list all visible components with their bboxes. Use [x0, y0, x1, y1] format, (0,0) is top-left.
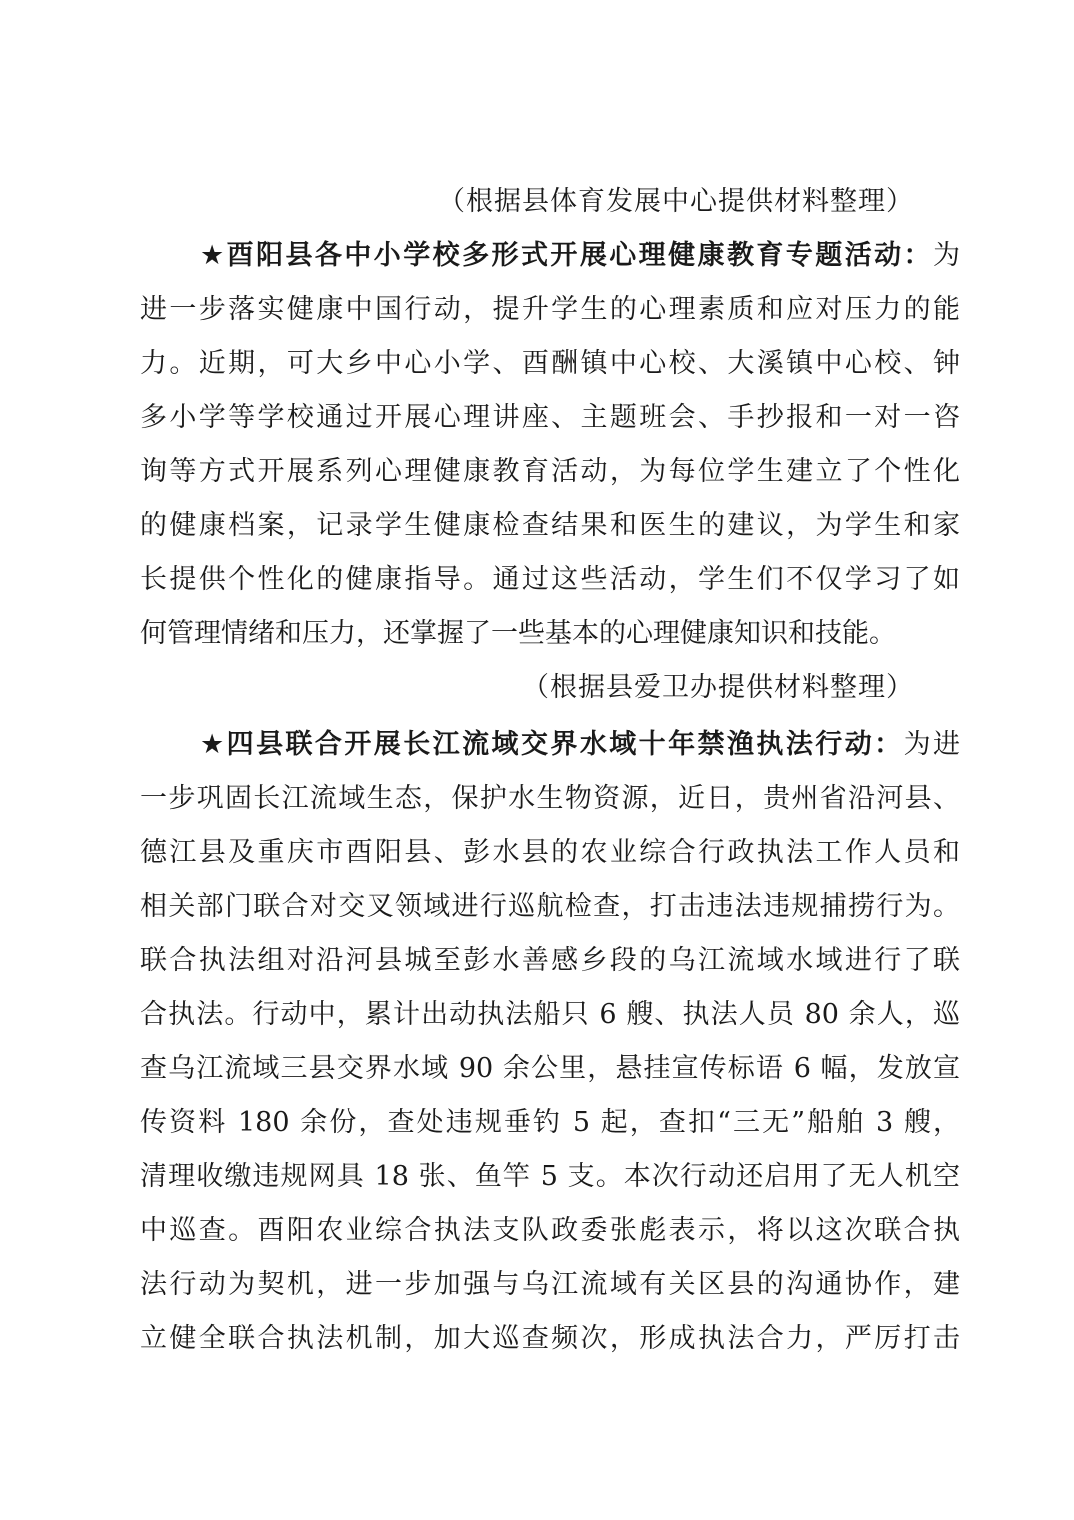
paragraph-line: 德江县及重庆市酉阳县、彭水县的农业综合行政执法工作人员和 — [140, 837, 960, 868]
source-note: （根据县爱卫办提供材料整理） — [522, 672, 914, 703]
paragraph-line: 法行动为契机，进一步加强与乌江流域有关区县的沟通协作，建 — [140, 1269, 960, 1300]
paragraph-line: 询等方式开展系列心理健康教育活动，为每位学生建立了个性化 — [140, 456, 960, 487]
paragraph-line: 何管理情绪和压力，还掌握了一些基本的心理健康知识和技能。 — [140, 618, 896, 649]
paragraph-line: 中巡查。酉阳农业综合执法支队政委张彪表示，将以这次联合执 — [140, 1215, 960, 1246]
paragraph-line: 清理收缴违规网具 18 张、鱼竿 5 支。本次行动还启用了无人机空 — [140, 1161, 960, 1192]
paragraph-line: 多小学等学校通过开展心理讲座、主题班会、手抄报和一对一咨 — [140, 402, 960, 433]
paragraph-line: 相关部门联合对交叉领域进行巡航检查，打击违法违规捕捞行为。 — [140, 891, 960, 922]
paragraph-line: 一步巩固长江流域生态，保护水生物资源，近日，贵州省沿河县、 — [140, 783, 960, 814]
paragraph-line: 查乌江流域三县交界水域 90 余公里，悬挂宣传标语 6 幅，发放宣 — [140, 1053, 960, 1084]
paragraph-line: 联合执法组对沿河县城至彭水善感乡段的乌江流域水域进行了联 — [140, 945, 960, 976]
paragraph-text: 为进 — [903, 729, 960, 760]
star-icon: ★ — [200, 729, 227, 760]
paragraph-first-line — [200, 229, 960, 283]
paragraph-text: 为 — [933, 240, 960, 271]
section-headline: 四县联合开展长江流域交界水域十年禁渔执法行动： — [226, 729, 904, 760]
paragraph-line: 传资料 180 余份，查处违规垂钓 5 起，查扣“三无”船舶 3 艘， — [140, 1107, 960, 1138]
paragraph-line: 进一步落实健康中国行动，提升学生的心理素质和应对压力的能 — [140, 294, 960, 325]
paragraph-line: 的健康档案，记录学生健康检查结果和医生的建议，为学生和家 — [140, 510, 960, 541]
star-icon: ★ — [200, 240, 227, 271]
source-note: （根据县体育发展中心提供材料整理） — [438, 186, 914, 217]
paragraph-line: 力。近期，可大乡中心小学、酉酬镇中心校、大溪镇中心校、钟 — [140, 348, 960, 379]
paragraph-first-line — [200, 718, 960, 772]
paragraph-line: 长提供个性化的健康指导。通过这些活动，学生们不仅学习了如 — [140, 564, 960, 595]
paragraph-line: 合执法。行动中，累计出动执法船只 6 艘、执法人员 80 余人，巡 — [140, 999, 960, 1030]
paragraph-line: 立健全联合执法机制，加大巡查频次，形成执法合力，严厉打击 — [140, 1323, 960, 1354]
section-headline: 酉阳县各中小学校多形式开展心理健康教育专题活动： — [226, 240, 933, 271]
